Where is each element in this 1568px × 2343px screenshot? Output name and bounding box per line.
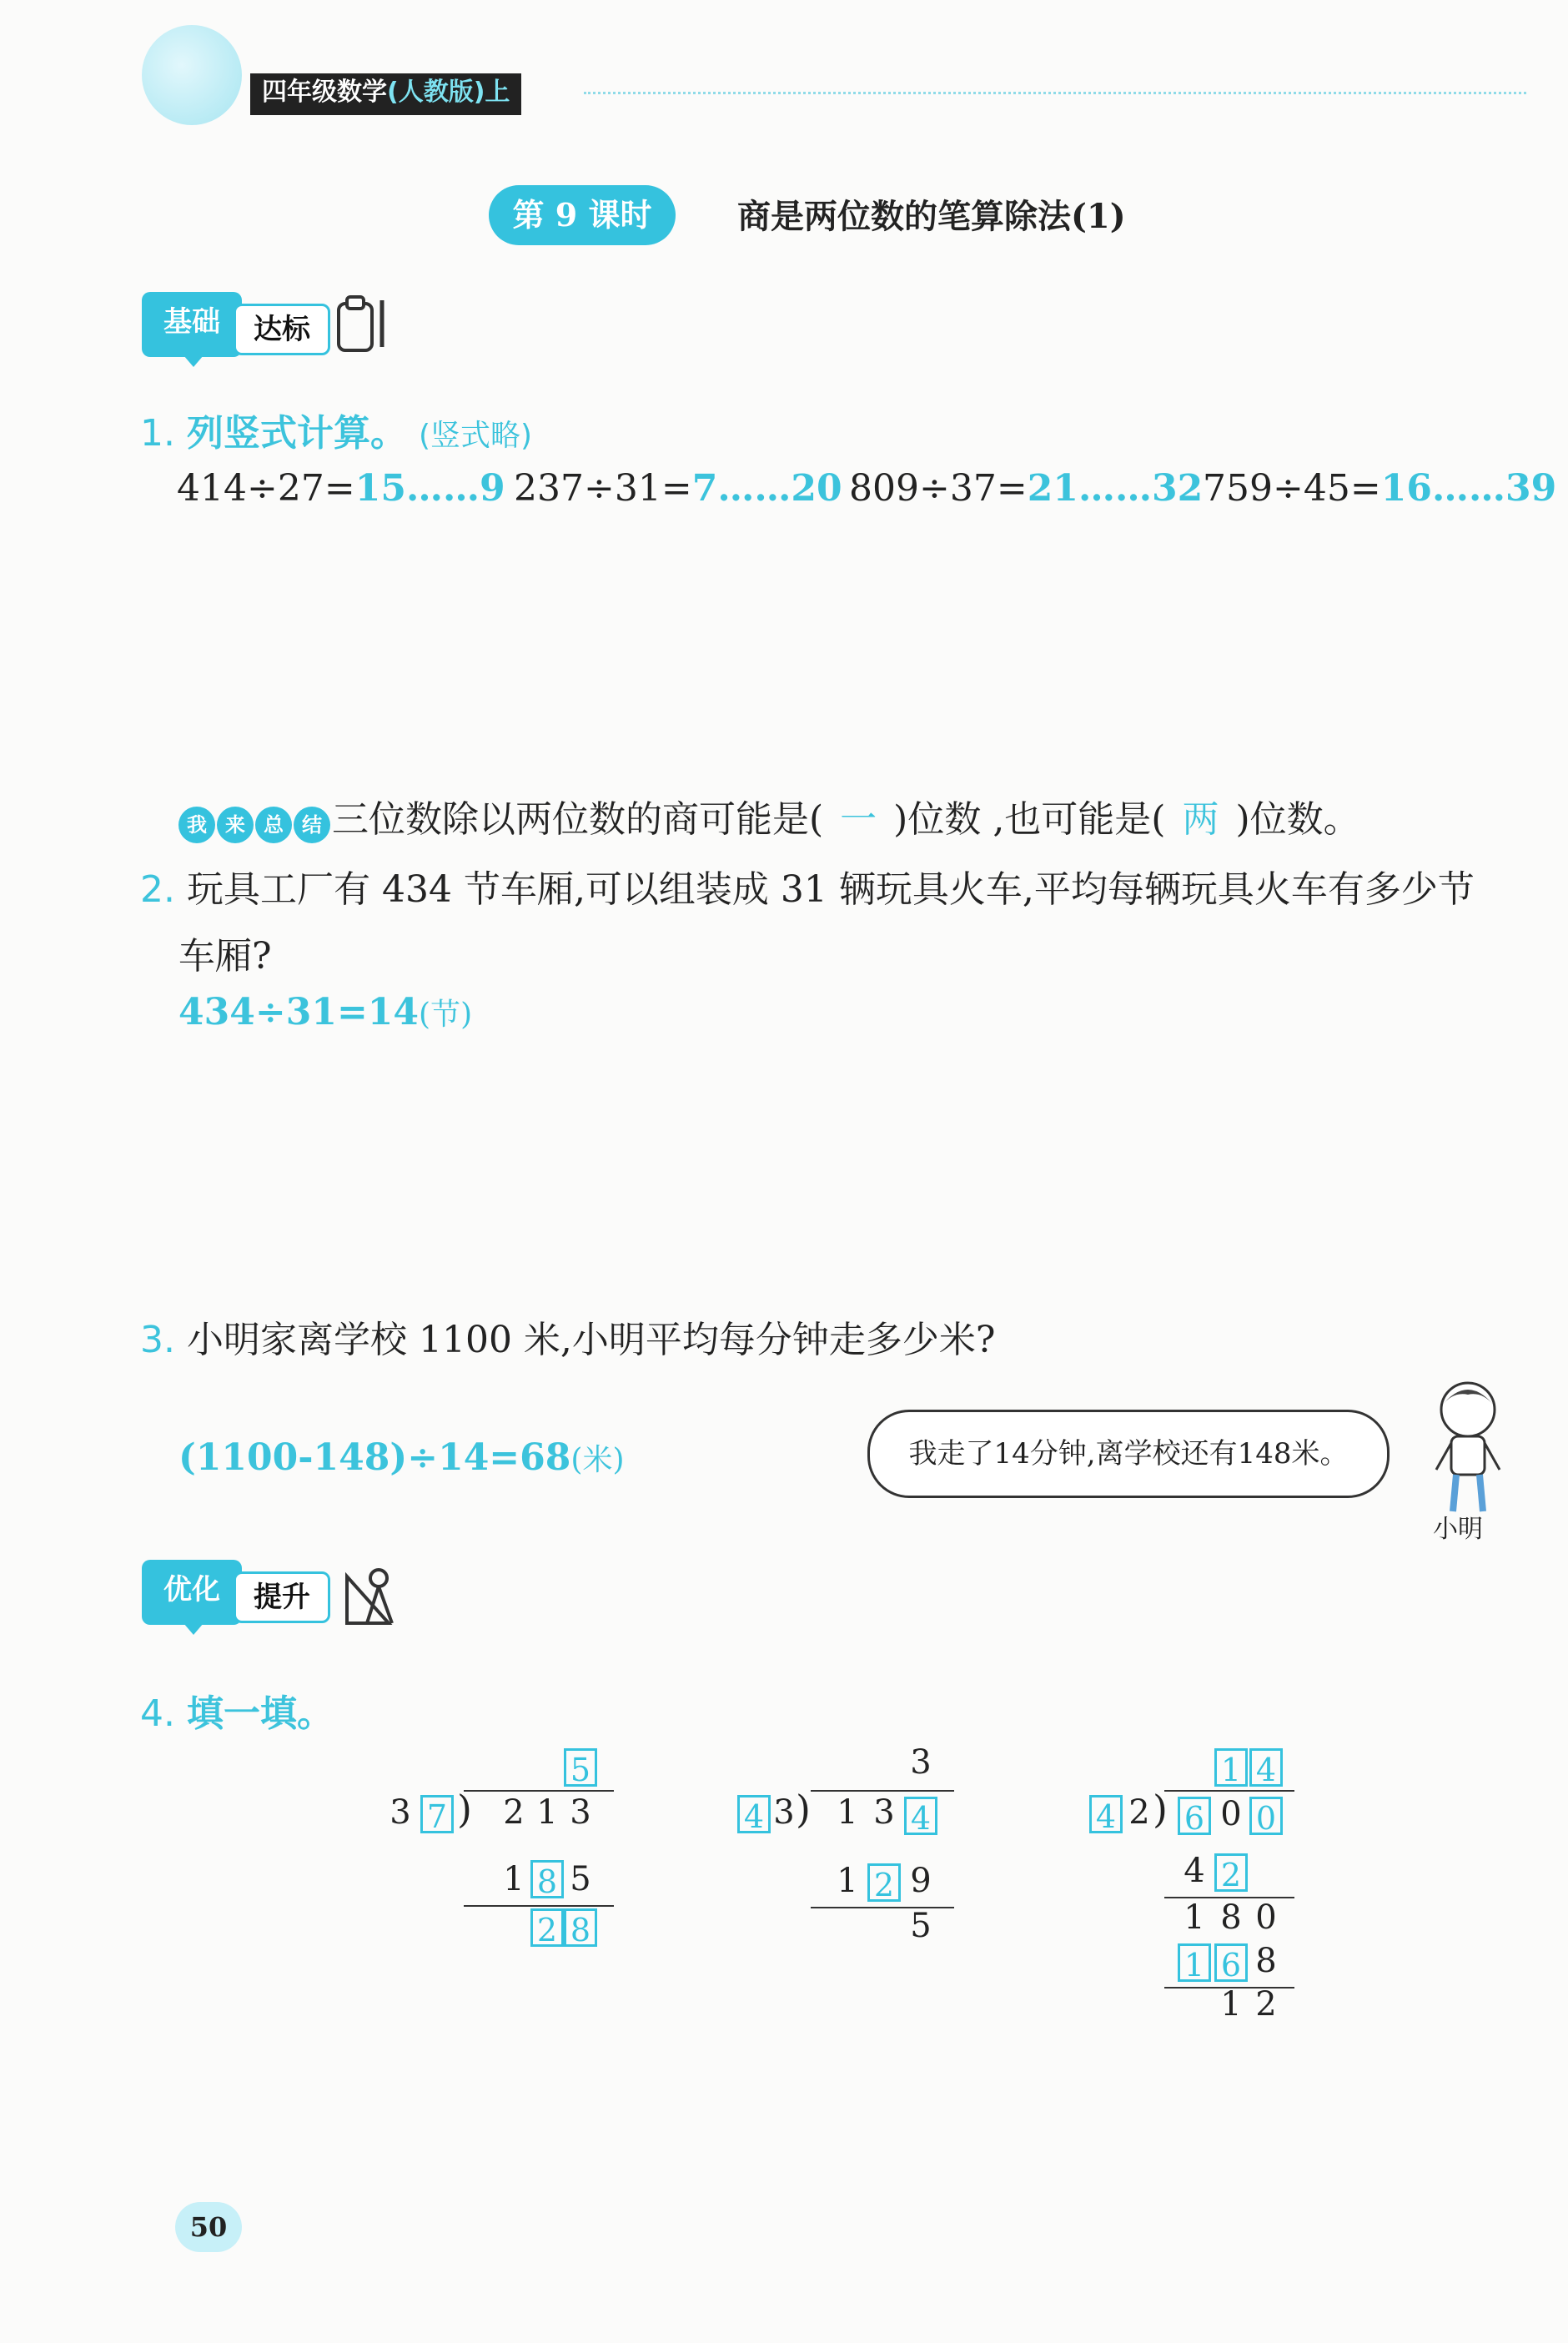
q1-number: 1. (140, 412, 175, 455)
q1-expr: 809÷37= (849, 467, 1028, 510)
summary-badge: 我 (178, 807, 215, 843)
q3-line (140, 1310, 996, 1363)
remainder-box[interactable]: 8 (564, 1908, 597, 1947)
division-bar (464, 1790, 614, 1792)
q1-expr: 414÷27= (177, 467, 355, 510)
partial-digit: 8 (1220, 1898, 1242, 1937)
quotient-box[interactable]: 1 (1214, 1748, 1248, 1787)
dividend-digit: 0 (1220, 1795, 1242, 1833)
q1-answer: 7……20 (691, 467, 842, 510)
summary-text-a: 三位数除以两位数的商可能是( (332, 798, 824, 841)
summary-badge: 总 (255, 807, 292, 843)
remainder-digit: 5 (910, 1907, 932, 1945)
subtraction-line (464, 1905, 614, 1907)
book-title: 四年级数学 (262, 78, 387, 107)
partial-digit: 0 (1255, 1898, 1277, 1937)
product-box[interactable]: 1 (1178, 1943, 1211, 1982)
summary-text-b: )位数 ,也可能是( (893, 798, 1166, 841)
dividend-digit: 3 (873, 1793, 895, 1832)
product-box[interactable]: 2 (1214, 1853, 1248, 1892)
q1-item-2 (514, 467, 842, 510)
dividend-digit: 1 (837, 1793, 858, 1832)
product-box[interactable]: 2 (867, 1863, 901, 1902)
q3-answer: (1100-148)÷14=68 (178, 1436, 571, 1479)
quotient-digit: 3 (910, 1743, 932, 1782)
q1-item-4 (1203, 467, 1556, 510)
lesson-badge: 第 9 课时 (489, 185, 676, 245)
dividend-box[interactable]: 4 (904, 1797, 937, 1835)
summary-badge: 来 (217, 807, 254, 843)
summary-blank-a: 一 (840, 798, 877, 841)
product-digit: 5 (570, 1860, 591, 1898)
q1-note: (竖式略) (418, 419, 533, 453)
q1-expr: 759÷45= (1203, 467, 1381, 510)
q4-title: 填一填。 (186, 1692, 334, 1735)
speech-bubble: 我走了14分钟,离学校还有148米。 (867, 1410, 1390, 1498)
divisor-box[interactable]: 4 (1089, 1795, 1123, 1833)
section-basic-left: 基础 (142, 292, 242, 357)
q2-text: 玩具工厂有 434 节车厢,可以组装成 31 辆玩具火车,平均每辆玩具火车有多少节 (186, 868, 1475, 911)
product-digit: 8 (1255, 1942, 1277, 1980)
division-bar (1164, 1790, 1294, 1792)
division-bracket: ) (457, 1787, 472, 1832)
division-bracket: ) (1153, 1787, 1168, 1832)
divisor-box[interactable]: 7 (420, 1795, 454, 1833)
lesson-title: 商是两位数的笔算除法(1) (737, 197, 1126, 236)
q3-unit: (米) (570, 1443, 625, 1477)
dividend-digit: 3 (570, 1793, 591, 1832)
clipboard-icon (334, 292, 392, 359)
divisor-digit: 3 (389, 1793, 411, 1832)
divisor-box[interactable]: 4 (737, 1795, 771, 1833)
dividend-digit: 1 (536, 1793, 558, 1832)
q2-answer-line (178, 991, 472, 1033)
q4-number: 4. (140, 1692, 175, 1735)
q1-expr: 237÷31= (514, 467, 692, 510)
product-box[interactable]: 6 (1214, 1943, 1248, 1982)
section-advanced-right: 提升 (234, 1571, 330, 1623)
divisor-digit: 3 (773, 1793, 795, 1832)
q1-item-3 (849, 467, 1203, 510)
remainder-box[interactable]: 2 (530, 1908, 564, 1947)
product-digit: 4 (1184, 1852, 1205, 1890)
edition-label: (人教版)上 (387, 78, 510, 107)
geometry-tools-icon (342, 1565, 400, 1632)
product-digit: 1 (503, 1860, 525, 1898)
q2-unit: (节) (419, 998, 473, 1032)
summary-blank-b: 两 (1182, 798, 1219, 841)
quotient-box[interactable]: 4 (1249, 1748, 1283, 1787)
q3-answer-line (178, 1436, 625, 1479)
header-divider (584, 92, 1526, 94)
product-box[interactable]: 8 (530, 1860, 564, 1898)
q2-number: 2. (140, 868, 175, 911)
product-digit: 9 (910, 1862, 932, 1900)
q1-title: 列竖式计算。 (186, 412, 407, 455)
remainder-digit: 1 (1220, 1985, 1242, 2024)
long-division-3 (1089, 1743, 1339, 2024)
section-basic-right: 达标 (234, 304, 330, 355)
dividend-box[interactable]: 6 (1178, 1797, 1211, 1835)
product-digit: 1 (837, 1862, 858, 1900)
summary-line (178, 789, 1360, 843)
summary-badge: 结 (294, 807, 330, 843)
section-tip (183, 1623, 204, 1635)
division-bar (811, 1790, 954, 1792)
quotient-box[interactable]: 5 (564, 1748, 597, 1787)
q1-item-1 (177, 467, 505, 510)
division-bracket: ) (796, 1787, 811, 1832)
q3-text: 小明家离学校 1100 米,小明平均每分钟走多少米? (186, 1319, 996, 1361)
q2-line-2: 车厢? (178, 935, 272, 978)
q1-answer: 16……39 (1380, 467, 1557, 510)
section-tip (183, 355, 204, 367)
remainder-digit: 2 (1255, 1985, 1277, 2024)
long-division-2 (737, 1743, 988, 1960)
dividend-box[interactable]: 0 (1249, 1797, 1283, 1835)
page-number: 50 (175, 2202, 242, 2252)
q1-heading (140, 403, 532, 456)
q1-answer: 15……9 (354, 467, 505, 510)
book-logo (142, 25, 242, 125)
summary-text-c: )位数。 (1235, 798, 1360, 841)
section-advanced-left: 优化 (142, 1560, 242, 1625)
long-division-1 (384, 1743, 634, 1960)
boy-figure-icon (1418, 1376, 1518, 1518)
partial-digit: 1 (1184, 1898, 1205, 1937)
divisor-digit: 2 (1128, 1793, 1150, 1832)
book-header (250, 73, 521, 115)
dividend-digit: 2 (503, 1793, 525, 1832)
q2-line-1 (140, 859, 1475, 913)
q1-answer: 21……32 (1027, 467, 1204, 510)
character-name: 小明 (1433, 1515, 1483, 1544)
q2-answer: 434÷31=14 (178, 991, 420, 1033)
q4-heading (140, 1683, 334, 1737)
q3-number: 3. (140, 1319, 175, 1361)
